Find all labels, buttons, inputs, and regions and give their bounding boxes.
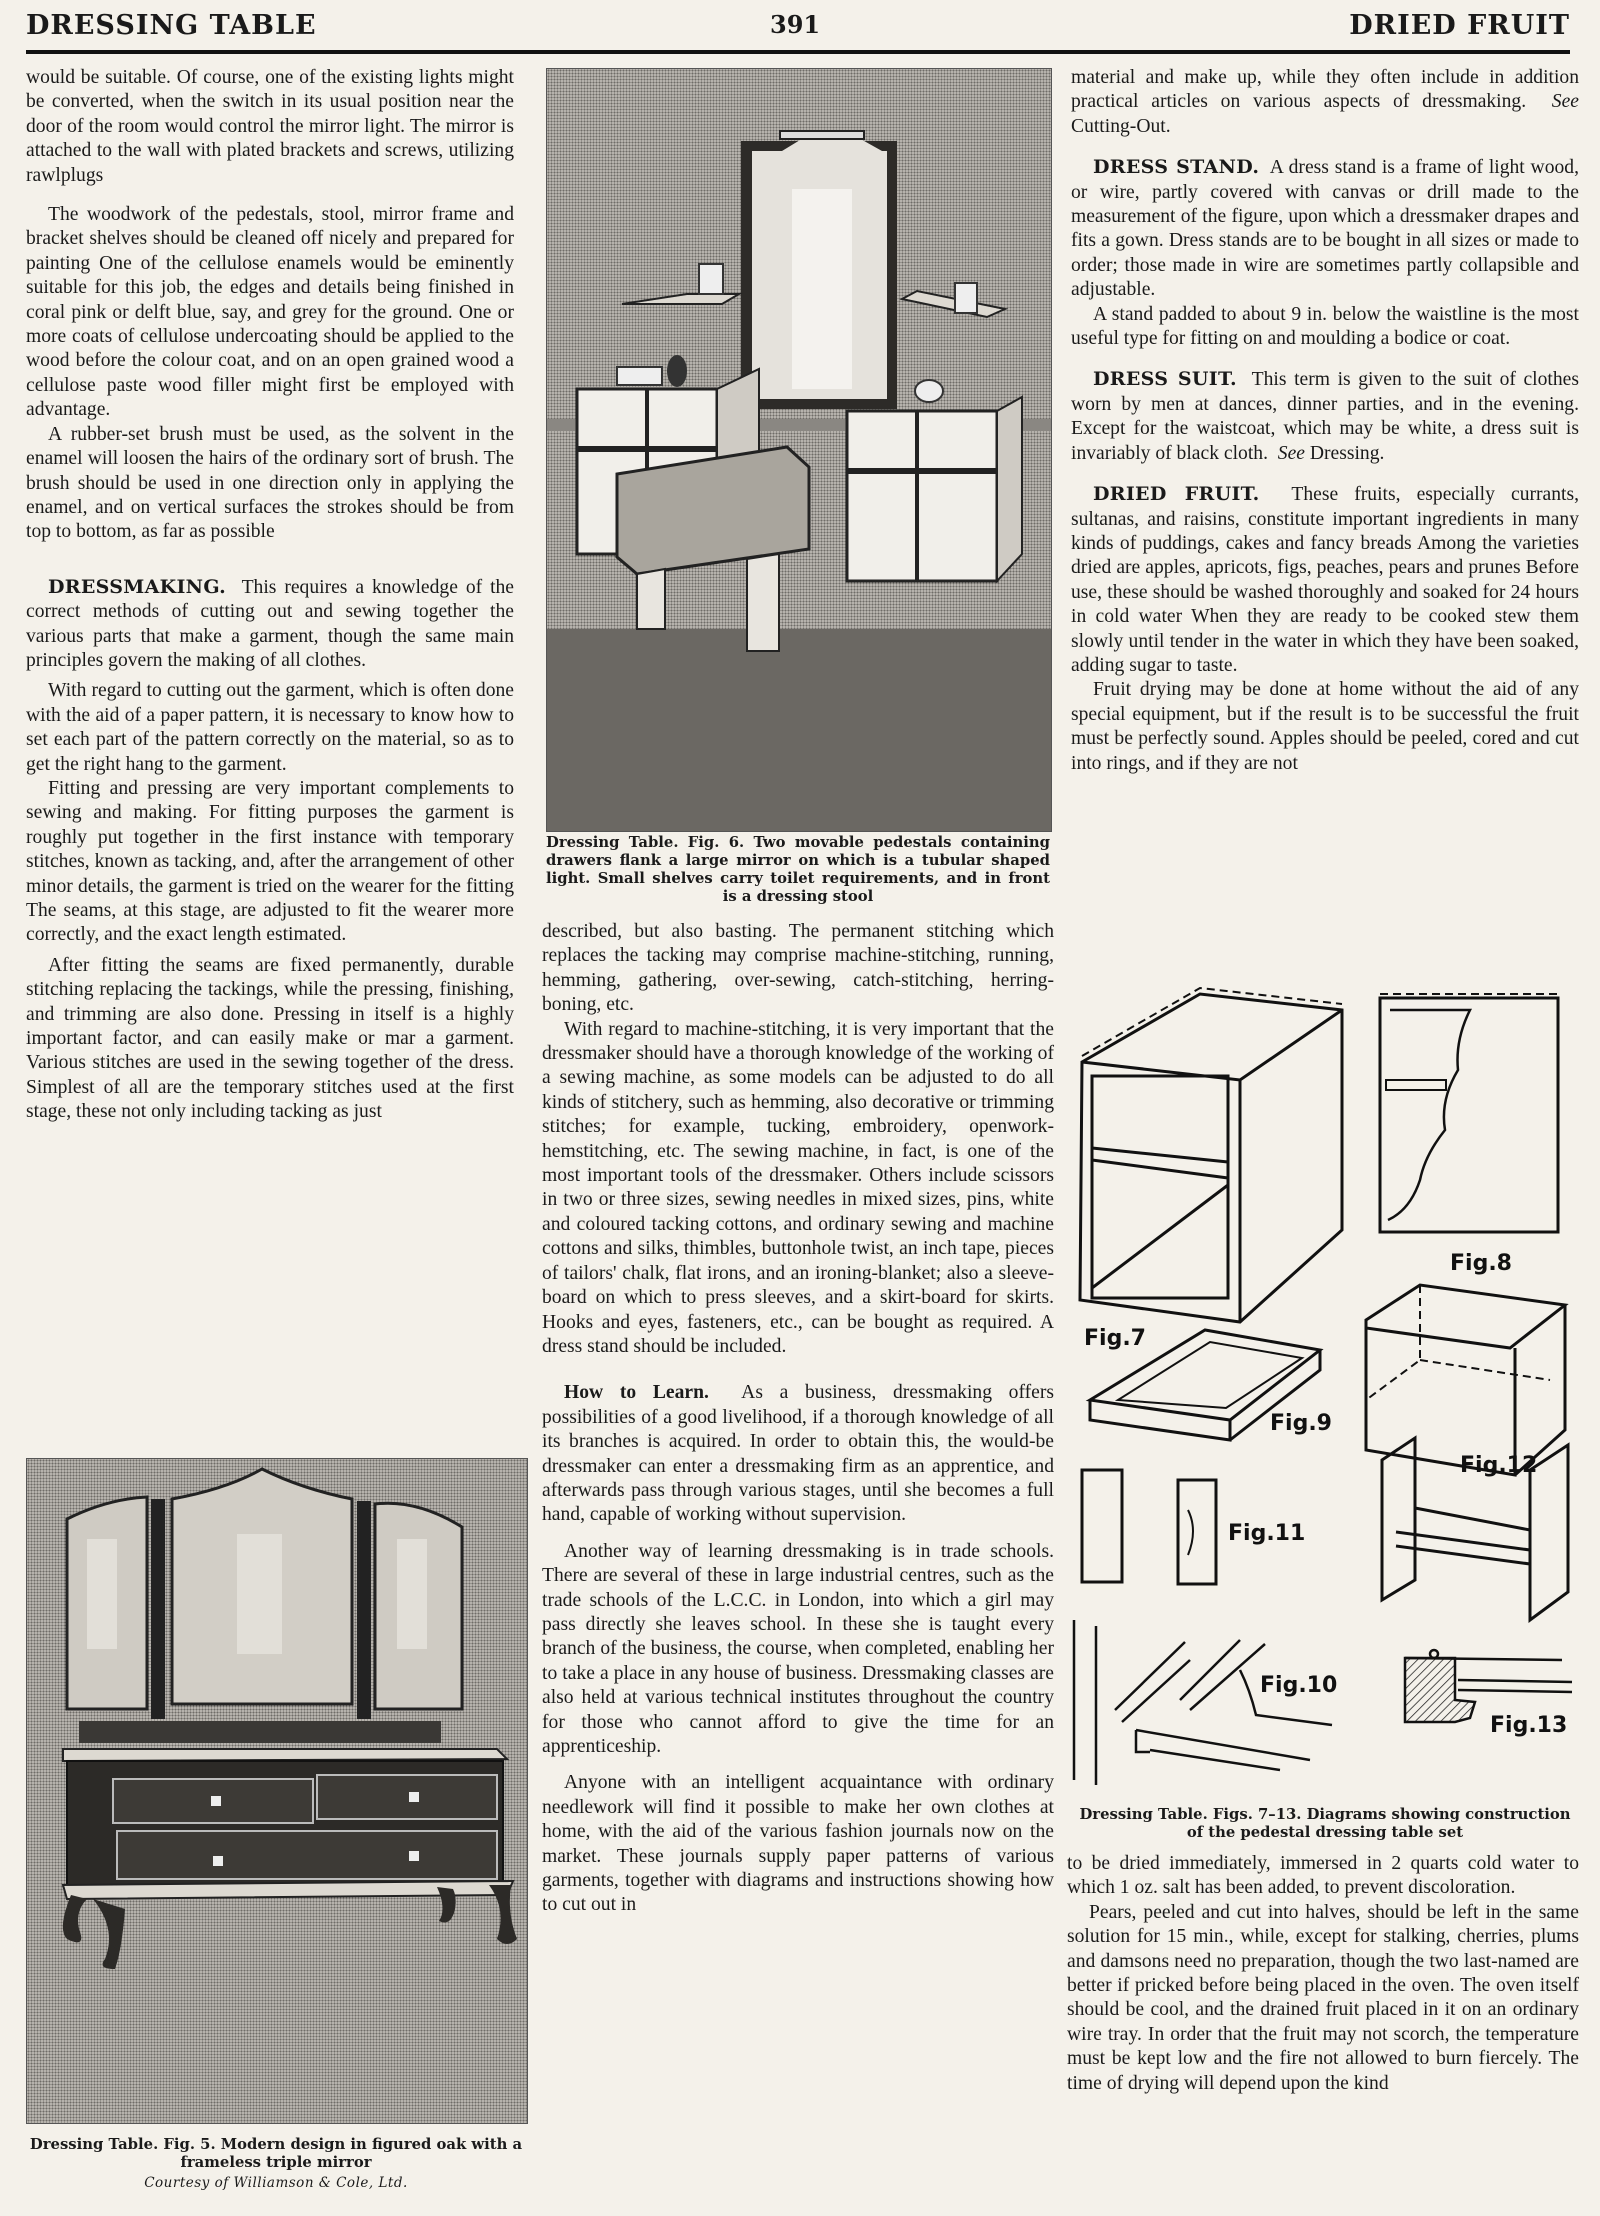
column-2 [542, 920, 1054, 1918]
dressing-table-triple-mirror-illustration [27, 1459, 527, 2123]
paragraph: to be dried immediately, immersed in 2 quarts cold water to which 1 oz. salt has been added, to prevent discoloration. [1067, 1853, 1579, 1899]
diagrams-caption: Dressing Table. Figs. 7–13. Diagrams showing construction of the pedestal dressing table set [1079, 1806, 1571, 1841]
figure-6-caption: Dressing Table. Fig. 6. Two movable pedestals containing drawers flank a large mirror on which is a tubular shaped light. Small shelves carry toilet requirements, and in front is a dressing stool [546, 834, 1050, 905]
paragraph: Pears, peeled and cut into halves, should be left in the same solution for 15 min., while, except for stalking, cherries, plums and damsons need no preparation, though the two last-named are better if pricked before being placed in the oven. The oven itself should be cool, and the drained fruit placed in it on an ordinary wire tray. In order that the fruit may not scorch, the temperature must be kept low and the fire not allowed to burn fiercely. The time of drying will depend upon the kind [1067, 1901, 1579, 2094]
entry-how-to-learn [542, 1381, 1054, 1527]
fig-11-label: Fig.11 [1228, 1521, 1306, 1546]
entry-heading: DRESS STAND. [1093, 156, 1260, 179]
entry-heading: DRESSMAKING. [48, 575, 227, 598]
paragraph: described, but also basting. The permanent stitching which replaces the tacking may comprise machine-stitching, running, hemming, gathering, over-sewing, catch-stitching, herring-boning, etc. [542, 921, 1054, 1016]
paragraph: would be suitable. Of course, one of the existing lights might be converted, when the switch in its usual position near the door of the room would control the mirror light. The mirror is attached to the wall with plated brackets and screws, utilizing rawlplugs [26, 67, 514, 186]
paragraph: A rubber-set brush must be used, as the solvent in the enamel will loosen the hairs of the ordinary sort of brush. The brush should be used in one direction only in applying the enamel, and on vertical surfaces the strokes should be from top to bottom, as far as possible [26, 423, 514, 543]
fig-11-drawer-carcass-drawing [1366, 1285, 1565, 1475]
fig-12-label: Fig.12 [1460, 1453, 1538, 1478]
paragraph: Fruit drying may be done at home without the aid of any special equipment, but if the result is to be successful the fruit must be perfectly sound. Apples should be peeled, cored and cut into rings, and if they are not [1071, 679, 1579, 774]
caption-text: Dressing Table. Fig. 5. Modern design in figured oak with a frameless triple mirror [29, 2136, 523, 2171]
cross-reference[interactable]: Cutting-Out. [1071, 115, 1171, 137]
construction-diagrams [1070, 980, 1590, 1810]
column-1 [26, 66, 514, 1125]
see-label: See [1551, 91, 1579, 113]
paragraph: With regard to cutting out the garment, which is often done with the aid of a paper pattern, it is necessary to know how to set each part of the pattern correctly on the material, so as to get the right hang to the garment. [26, 680, 514, 775]
fig-8-label: Fig.8 [1450, 1251, 1512, 1276]
fig-13-section-drawing [1405, 1650, 1572, 1722]
fig-7-label: Fig.7 [1084, 1326, 1146, 1351]
entry-body: These fruits, especially currants, sultanas, and raisins, constitute important ingredients in many kinds of puddings, cakes and fancy breads Among the varieties dried are apples, apricots, figs, peaches, pears and prunes Before use, these should be washed thoroughly and soaked for 24 hours in cold water When they are ready to be cooked stew them slowly until tender in the water in which they have been soaked, adding sugar to taste. [1071, 484, 1579, 676]
paragraph: Fitting and pressing are very important complements to sewing and making. For fitting purposes the garment is roughly put together in the first instance with temporary stitches, known as tacking, and, after the arrangement of other minor details, the garment is tried on the wearer for the fitting The seams, at this stage, are adjusted to fit the wearer more correctly, and the exact length estimated. [26, 777, 514, 946]
figure-5-photo [26, 1458, 528, 2124]
header-right-title: DRIED FRUIT [1349, 10, 1570, 41]
fig-9-label: Fig.9 [1270, 1411, 1332, 1436]
figure-5-caption [26, 2136, 526, 2192]
column-3-continued [1067, 1852, 1579, 2096]
paragraph: A stand padded to about 9 in. below the waistline is the most useful type for fitting on and moulding a bodice or coat. [1071, 303, 1579, 350]
entry-dried-fruit [1071, 482, 1579, 678]
subheading: How to Learn. [564, 1382, 709, 1404]
column-3 [1071, 66, 1579, 776]
see-label: See [1277, 442, 1305, 464]
fig-10-rail-joint-drawing [1074, 1620, 1332, 1785]
fig-7-cabinet-drawing [1080, 988, 1342, 1322]
figure-6-photo [546, 68, 1052, 832]
header-left-title: DRESSING TABLE [26, 10, 317, 41]
entry-dressmaking [26, 575, 514, 674]
paragraph: Anyone with an intelligent acquaintance with ordinary needlework will find it possible to make her own clothes at home, with the aid of the various fashion journals now on the market. These journals supply paper patterns of various garments, together with diagrams and instructions showing how to cut out in [542, 1772, 1054, 1916]
header-rule [26, 50, 1570, 54]
cross-reference[interactable]: Dressing. [1304, 442, 1385, 464]
entry-dress-stand [1071, 155, 1579, 302]
entry-dress-suit [1071, 367, 1579, 466]
entry-body: A dress stand is a frame of light wood, or wire, partly covered with canvas or drill made to the measurement of the figure, upon which a dressmaker drapes and fits a gown. Dress stands are to be bought in all sizes or made to order; those made in wire are sometimes partly collapsible and adjustable. [1071, 157, 1579, 301]
entry-body: As a business, dressmaking offers possibilities of a good livelihood, if a thorough knowledge of all its branches is acquired. In order to obtain this, the would-be dressmaker can enter a dressmaking firm as an apprentice, and afterwards pass through various stages, until she becomes a full hand, capable of working without supervision. [542, 1382, 1054, 1526]
entry-body: This requires a knowledge of the correct methods of cutting out and sewing together the various parts that make a garment, though the same main principles govern the making of all clothes. [26, 576, 515, 671]
pedestal-dressing-table-illustration [547, 69, 1051, 831]
fig-10-label: Fig.10 [1260, 1673, 1338, 1698]
paragraph: Another way of learning dressmaking is in trade schools. There are several of these in large industrial centres, such as the trade schools of the L.C.C. in London, into which a girl may pass directly she leaves school. In these she is taught every branch of the business, the course, when completed, enabling her to take a place in any house of business. Dressmaking classes are also held at various technical institutes throughout the country for those who cannot afford to give the time for an apprenticeship. [542, 1540, 1054, 1757]
paragraph: The woodwork of the pedestals, stool, mirror frame and bracket shelves should be cleaned off nicely and prepared for painting One of the cellulose enamels would be eminently suitable for this job, the edges and details being finished in coral pink or delft blue, say, and grey for the ground. One or more coats of cellulose undercoating should be applied to the wood before the colour coat, and on an open grained wood a cellulose paste wood filler might first be employed with advantage. [26, 204, 514, 421]
entry-body: This term is given to the suit of clothes worn by men at dances, dinner parties, and in the evening. Except for the waistcoat, which may be white, a dress suit is invariably of black cloth. [1071, 369, 1579, 464]
entry-heading: DRESS SUIT. [1093, 368, 1237, 391]
fig-8-side-panel-drawing [1380, 994, 1558, 1232]
paragraph: After fitting the seams are fixed permanently, durable stitching replacing the tackings, while the pressing, finishing, and trimming are also done. Pressing in itself is a highly important factor, and can easily make or mar a garment. Various stitches are used in the sewing together of the dress. Simplest of all are the temporary stitches used at the first stage, these not only including tacking as just [26, 954, 514, 1123]
photo-credit: Courtesy of Williamson & Cole, Ltd. [144, 2175, 408, 2191]
page-number: 391 [770, 10, 821, 39]
paragraph: material and make up, while they often include in addition practical articles on various aspects of dressmaking. See Cutting-Out. [1071, 67, 1579, 137]
running-header [0, 0, 1600, 52]
fig-13-label: Fig.13 [1490, 1713, 1568, 1738]
entry-heading: DRIED FRUIT. [1093, 483, 1260, 506]
paragraph: With regard to machine-stitching, it is very important that the dressmaker should have a thorough knowledge of the working of a sewing machine, as some models can be adjusted to do all kinds of stitchery, such as hemming, also decorative or trimming stitches; for example, tucking, embroidery, openwork-hemstitching, etc. The sewing machine, in fact, is one of the most important tools of the dressmaker. Others include scissors in two or three sizes, sewing needles in mixed sizes, pins, white and coloured tacking cottons, and ordinary sewing and machine cottons and silks, thimbles, buttonhole twist, an inch tape, pieces of tailors' chalk, flat irons, and an ironing-blanket; also a sleeve-board on which to press sleeves, and a skirt-board for skirts. Hooks and eyes, fasteners, etc., can be bought as required. A dress stand should be included. [542, 1018, 1054, 1357]
pedestal-construction-diagram [1070, 980, 1590, 1800]
fig-11-block-joint-drawing [1082, 1470, 1216, 1584]
